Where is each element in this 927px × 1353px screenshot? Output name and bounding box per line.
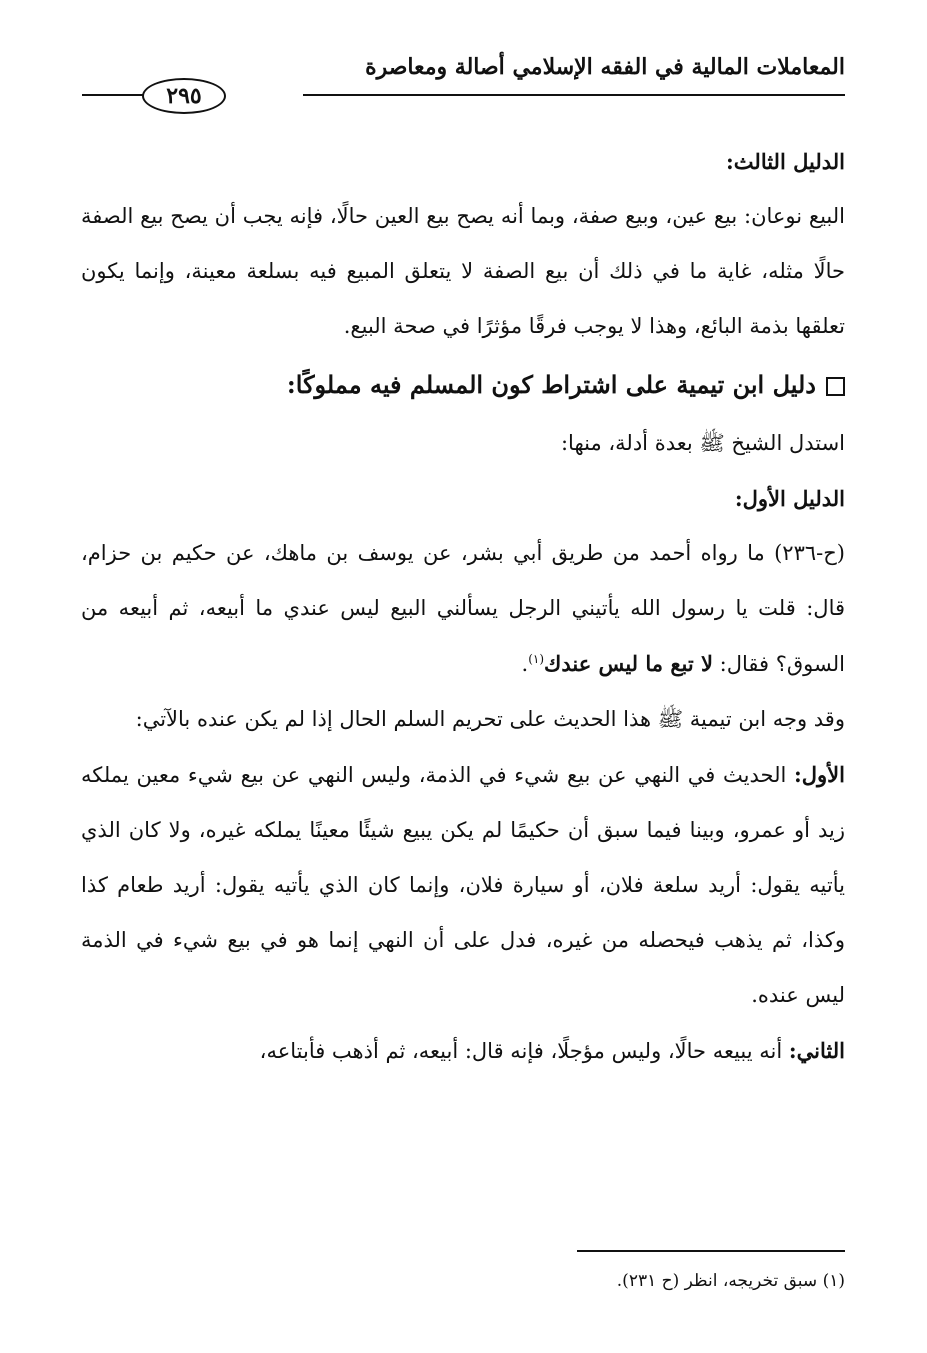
hadith-paragraph	[81, 526, 845, 692]
header-rule-left	[82, 94, 144, 96]
second-point-label: الثاني:	[788, 1038, 845, 1063]
hadith-quote: لا تبع ما ليس عندك	[544, 651, 713, 676]
hadith-text: (ح-٢٣٦) ما رواه أحمد من طريق أبي بشر، عن يوسف بن ماهك، عن حكيم بن حزام، قال: قلت يا رسول الله يأتيني الرجل يسألني البيع ليس عندي ما أبيعه، ثم أبيعه من السوق؟ فقال:	[81, 541, 845, 676]
first-point-paragraph	[81, 747, 845, 1023]
page-number: ٢٩٥	[142, 78, 226, 114]
section-heading-text: دليل ابن تيمية على اشتراط كون المسلم فيه مملوكًا:	[286, 370, 816, 399]
page-body	[81, 134, 845, 1079]
evidence-3-heading: الدليل الثالث:	[726, 149, 845, 174]
evidence-1-heading: الدليل الأول:	[734, 486, 845, 511]
first-point-label: الأول:	[794, 762, 845, 787]
footnote-rule	[577, 1250, 845, 1252]
running-header: المعاملات المالية في الفقه الإسلامي أصالة ومعاصرة	[365, 54, 845, 80]
second-point-text: أنه يبيعه حالًا، وليس مؤجلًا، فإنه قال: أبيعه، ثم أذهب فأبتاعه،	[259, 1039, 783, 1063]
hadith-end: .	[521, 652, 529, 676]
second-point-paragraph	[81, 1023, 845, 1079]
evidence-3-paragraph: البيع نوعان: بيع عين، وبيع صفة، وبما أنه يصح بيع العين حالًا، فإنه يجب أن يصح بيع الصفة حالًا مثله، غاية ما في ذلك أن بيع الصفة لا يتعلق المبيع فيه بسلعة معينة، وإنما يكون تعلقها بذمة البائع، وهذا لا يوجب فرقًا مؤثرًا في صحة البيع.	[81, 204, 845, 338]
header-rule	[303, 94, 845, 96]
footnote: (١) سبق تخريجه، انظر (ح ٢٣١).	[616, 1271, 845, 1291]
explanation-paragraph: وقد وجه ابن تيمية ﷺ هذا الحديث على تحريم السلم الحال إذا لم يكن عنده بالآتي:	[135, 707, 845, 731]
checkbox-square-icon	[826, 377, 845, 396]
section-heading	[81, 354, 845, 416]
footnote-ref: (١)	[528, 652, 545, 666]
intro-paragraph: استدل الشيخ ﷺ بعدة أدلة، منها:	[560, 431, 845, 455]
first-point-text: الحديث في النهي عن بيع شيء في الذمة، وليس النهي عن بيع شيء معين يملكه زيد أو عمرو، وبينا فيما سبق أن حكيمًا لم يكن يبيع شيئًا معينًا يملكه غيره، ولا كان الذي يأتيه يقول: أريد سلعة فلان، أو سيارة فلان، وإنما كان الذي يأتيه يقول: أريد طعام كذا وكذا، ثم يذهب فيحصله من غيره، فدل على أن النهي إنما هو في بيع شيء في الذمة ليس عنده.	[81, 763, 845, 1007]
